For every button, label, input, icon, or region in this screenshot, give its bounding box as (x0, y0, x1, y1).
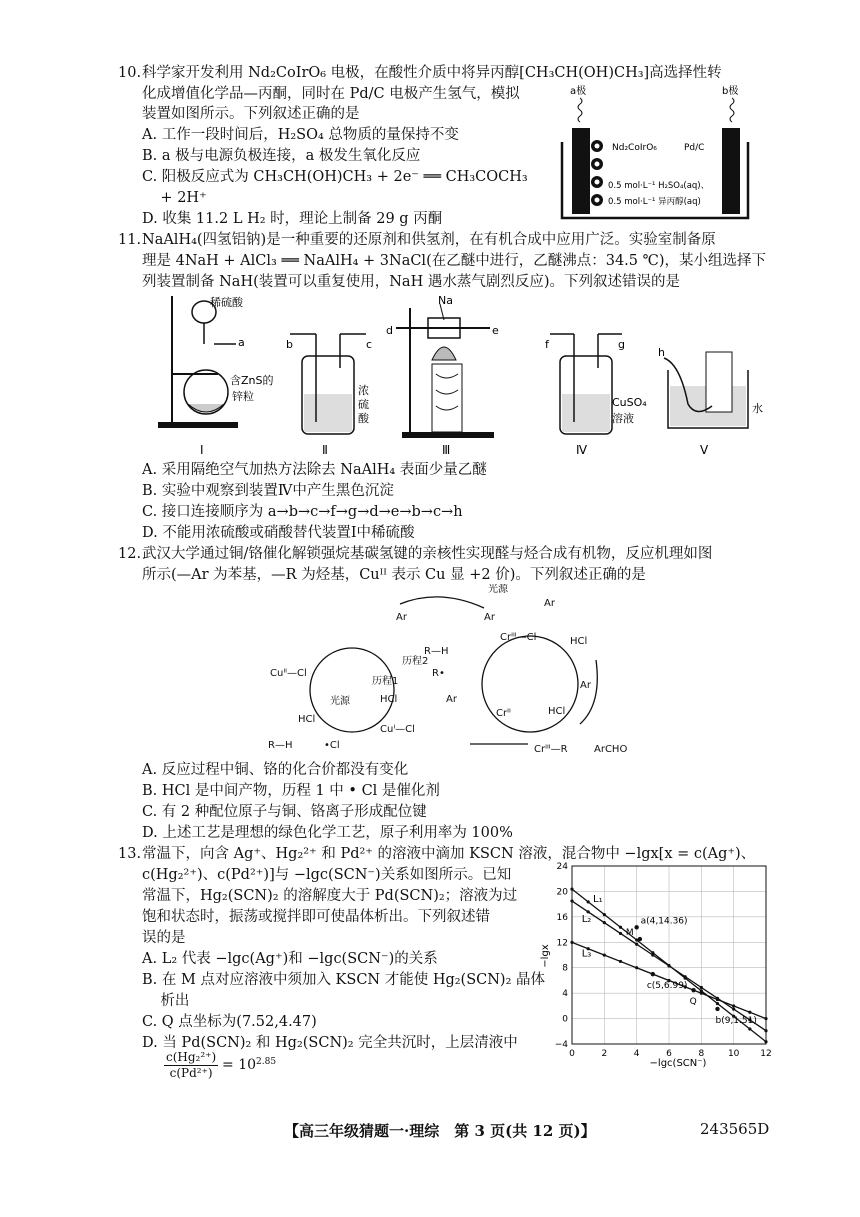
footer-code: 243565D (700, 1120, 770, 1138)
y-axis-label: −lgx (540, 944, 551, 968)
annotated-point (715, 1007, 719, 1011)
stem-line: 误的是 (142, 930, 186, 946)
x-tick-label: 10 (727, 1049, 740, 1059)
cr3-r: Crᴵᴵᴵ—R (534, 744, 568, 755)
sodium-label: Na (438, 294, 453, 307)
stem-line: 理是 4NaH + AlCl₃ ══ NaAlH₄ + 3NaCl(在乙醚中进行，乙醚沸点：34.5 ℃)，某小组选择下 (142, 253, 766, 269)
series-marker (570, 899, 573, 902)
device-1 (158, 296, 238, 428)
port-f: f (545, 338, 549, 351)
archo: ArCHO (594, 744, 628, 755)
annotated-point (638, 937, 642, 941)
x-tick-label: 2 (601, 1049, 608, 1059)
port-e: e (492, 324, 499, 337)
device-1-label: Ⅰ (200, 443, 204, 457)
series-marker (732, 1007, 735, 1010)
series-marker (764, 1040, 767, 1043)
point-label: a(4,14.36) (640, 916, 688, 927)
solubility-chart (536, 856, 786, 1070)
hcl-4: HCl (548, 706, 566, 717)
electrode-b-label: b极 (722, 86, 739, 97)
series-marker (635, 943, 638, 946)
mechanism-diagram (260, 584, 640, 760)
conc-acid-1: 浓 (358, 384, 369, 397)
series-marker (748, 1011, 751, 1014)
rh-2: R—H (268, 740, 293, 751)
ar-5: Ar (580, 680, 591, 691)
solution-line-2: 0.5 mol·L⁻¹ 异丙醇(aq) (608, 197, 701, 207)
series-marker (619, 932, 622, 935)
port-g: g (618, 338, 625, 351)
annotated-point (691, 988, 695, 992)
hcl-2: HCl (298, 714, 316, 725)
device-3-label: Ⅲ (442, 443, 451, 457)
y-tick-label: 4 (562, 989, 568, 1000)
stem-line: NaAlH₄(四氢铝钠)是一种重要的还原剂和供氢剂，在有机合成中应用广泛。实验室制备原 (142, 232, 716, 248)
series-marker (684, 975, 687, 978)
option-d: D. 收集 11.2 L H₂ 时，理论上制备 29 g 丙酮 (142, 211, 443, 227)
option-d: D. 当 Pd(SCN)₂ 和 Hg₂(SCN)₂ 完全共沉时，上层清液中 (142, 1035, 518, 1051)
point-label: M (625, 928, 634, 939)
y-tick-label: 20 (556, 887, 568, 898)
stem-line: 列装置制备 NaH(装置可以重复使用，NaH 遇水蒸气剧烈反应)。下列叙述错误的是 (142, 274, 680, 290)
zinc-label-1: 含ZnS的 (230, 374, 274, 387)
option-d: D. 不能用浓硫酸或硝酸替代装置Ⅰ中稀硫酸 (142, 525, 415, 541)
cr2: Crᴵᴵ (496, 708, 511, 719)
path-1-label: 历程1 (372, 676, 399, 687)
water-label: 水 (752, 402, 763, 415)
cuso4-label: CuSO₄ (612, 396, 647, 409)
hcl-1: HCl (380, 694, 398, 705)
question-number: 11. (118, 232, 142, 248)
electrode-a-label: a极 (570, 86, 587, 97)
device-5 (664, 352, 748, 428)
option-a: A. 采用隔绝空气加热方法除去 NaAlH₄ 表面少量乙醚 (142, 462, 487, 478)
ar-1: Ar (396, 612, 407, 623)
series-label: L₁ (593, 894, 603, 906)
option-a: A. L₂ 代表 −lgc(Ag⁺)和 −lgc(SCN⁻)的关系 (142, 951, 438, 967)
conc-acid-3: 酸 (358, 412, 369, 425)
option-b: B. a 极与电源负极连接，a 极发生氧化反应 (142, 148, 421, 164)
electrolysis-diagram (560, 84, 750, 224)
annotated-point (634, 925, 638, 929)
option-c: C. 有 2 种配位原子与铜、铬离子形成配位键 (142, 804, 427, 820)
y-tick-label: 16 (556, 912, 568, 923)
option-d: D. 上述工艺是理想的绿色化学工艺，原子利用率为 100% (142, 825, 513, 841)
stem-line: 饱和状态时，振荡或搅拌即可使晶体析出。下列叙述错 (142, 909, 490, 925)
annotated-point (651, 972, 655, 976)
stem-line: 武汉大学通过铜/铬催化解锁强烷基碳氢键的亲核性实现醛与烃合成有机物，反应机理如图 (142, 546, 713, 562)
y-tick-label: 24 (556, 862, 568, 872)
option-b: B. 实验中观察到装置Ⅳ中产生黑色沉淀 (142, 483, 394, 499)
x-axis-label: −lgc(SCN⁻) (649, 1058, 707, 1069)
series-marker (667, 964, 670, 967)
path-2-label: 历程2 (402, 656, 429, 667)
point-label: c(5,6.99) (646, 981, 688, 992)
ratio-exponent: 2.85 (256, 1057, 277, 1067)
cl-radical: •Cl (324, 740, 340, 751)
ratio-numerator: c(Hg₂²⁺) (166, 1050, 217, 1064)
x-tick-label: 4 (633, 1049, 640, 1059)
y-tick-label: −4 (554, 1040, 568, 1050)
x-tick-label: 0 (569, 1049, 575, 1059)
series-marker (748, 1027, 751, 1030)
y-tick-label: 8 (562, 963, 568, 974)
point-label: b(9,1.51) (715, 1015, 757, 1026)
series-marker (635, 966, 638, 969)
option-b-cont: 析出 (142, 993, 190, 1009)
option-c: C. Q 点坐标为(7.52,4.47) (142, 1014, 317, 1030)
series-marker (619, 960, 622, 963)
ar-4: Ar (544, 598, 555, 609)
zinc-label-2: 锌粒 (232, 390, 254, 403)
ratio-fraction (164, 1050, 276, 1081)
cr3-cl: Crᴵᴵᴵ—Cl (500, 632, 537, 643)
light-source-bottom: 光源 (330, 696, 350, 707)
option-c-cont: + 2H⁺ (142, 190, 207, 206)
stem-line: 化成增值化学品—丙酮，同时在 Pd/C 电极产生氢气，模拟 (142, 86, 520, 102)
port-c: c (366, 338, 373, 351)
device-3 (396, 304, 494, 438)
device-2-label: Ⅱ (322, 443, 328, 457)
stem-line: 科学家开发利用 Nd₂CoIrO₆ 电极，在酸性介质中将异丙醇[CH₃CH(OH)CH₃]高选择性转 (142, 65, 722, 81)
material-a: Nd₂CoIrO₆ (612, 143, 657, 153)
x-tick-label: 8 (698, 1049, 705, 1059)
ar-3: Ar (446, 694, 457, 705)
port-h: h (658, 346, 665, 359)
series-marker (716, 998, 719, 1001)
series-marker (764, 1029, 767, 1032)
solution-line-1: 0.5 mol·L⁻¹ H₂SO₄(aq)、 (608, 181, 710, 191)
port-a: a (238, 336, 245, 349)
point-label: Q (689, 997, 697, 1008)
ratio-denominator: c(Pd²⁺) (169, 1066, 213, 1080)
stem-line: 所示(—Ar 为苯基，—R 为烃基，Cuᴵᴵ 表示 Cu 显 +2 价)。下列叙述正确的是 (142, 567, 646, 583)
port-d: d (386, 324, 393, 337)
option-b: B. HCl 是中间产物，历程 1 中 • Cl 是催化剂 (142, 783, 440, 799)
y-tick-label: 12 (556, 938, 568, 949)
option-b: B. 在 M 点对应溶液中须加入 KSCN 才能使 Hg₂(SCN)₂ 晶体 (142, 972, 546, 988)
series-marker (764, 1017, 767, 1020)
footer-title: 【高三年级猜题一·理综 第 3 页(共 12 页)】 (284, 1122, 596, 1140)
stem-line: 常温下，Hg₂(SCN)₂ 的溶解度大于 Pd(SCN)₂；溶液为过 (142, 888, 518, 904)
ratio-value: = 10 (222, 1057, 257, 1073)
device-5-label: Ⅴ (700, 443, 709, 457)
rh-1: R—H (424, 646, 449, 657)
y-tick-label: 0 (562, 1014, 568, 1025)
option-c: C. 阳极反应式为 CH₃CH(OH)CH₃ + 2e⁻ ══ CH₃COCH₃ (142, 169, 528, 185)
cu2-cl: Cuᴵᴵ—Cl (270, 668, 307, 679)
series-marker (603, 921, 606, 924)
cuso4-solution-label: 溶液 (612, 412, 634, 425)
series-marker (570, 888, 573, 891)
series-marker (700, 986, 703, 989)
option-c: C. 接口连接顺序为 a→b→c→f→g→d→e→b→c→h (142, 504, 463, 520)
r-radical: R• (432, 668, 445, 679)
series-marker (716, 1002, 719, 1005)
series-marker (603, 913, 606, 916)
hcl-3: HCl (570, 636, 588, 647)
option-a: A. 反应过程中铜、铬的化合价都没有变化 (142, 762, 409, 778)
series-marker (732, 1004, 735, 1007)
stem-line: c(Hg₂²⁺)、c(Pd²⁺)]与 −lgc(SCN⁻)关系如图所示。已知 (142, 867, 512, 883)
series-marker (700, 992, 703, 995)
series-marker (587, 900, 590, 903)
series-marker (570, 941, 573, 944)
cu1-cl: Cuᴵ—Cl (380, 724, 415, 735)
question-number: 10. (118, 65, 142, 81)
port-b: b (286, 338, 293, 351)
x-tick-label: 6 (666, 1049, 672, 1059)
device-4-label: Ⅳ (576, 443, 588, 457)
series-marker (603, 953, 606, 956)
conc-acid-2: 硫 (358, 398, 369, 411)
dilute-acid-label: 稀硫酸 (210, 296, 243, 309)
ar-2: Ar (484, 612, 495, 623)
material-b: Pd/C (684, 143, 705, 153)
x-tick-label: 12 (760, 1049, 772, 1059)
series-marker (619, 926, 622, 929)
stem-line: 装置如图所示。下列叙述正确的是 (142, 106, 360, 122)
device-2 (290, 334, 366, 434)
series-label: L₂ (581, 913, 592, 925)
question-number: 13. (118, 846, 142, 862)
series-marker (651, 953, 654, 956)
stem-line: 常温下，向含 Ag⁺、Hg₂²⁺ 和 Pd²⁺ 的溶液中滴加 KSCN 溶液，混合物中 −lgx[x = c(Ag⁺)、 (142, 846, 756, 862)
apparatus-diagram (140, 294, 780, 458)
option-a: A. 工作一段时间后，H₂SO₄ 总物质的量保持不变 (142, 127, 459, 143)
question-number: 12. (118, 546, 142, 562)
series-label: L₃ (581, 948, 592, 960)
light-source-top: 光源 (488, 584, 508, 595)
